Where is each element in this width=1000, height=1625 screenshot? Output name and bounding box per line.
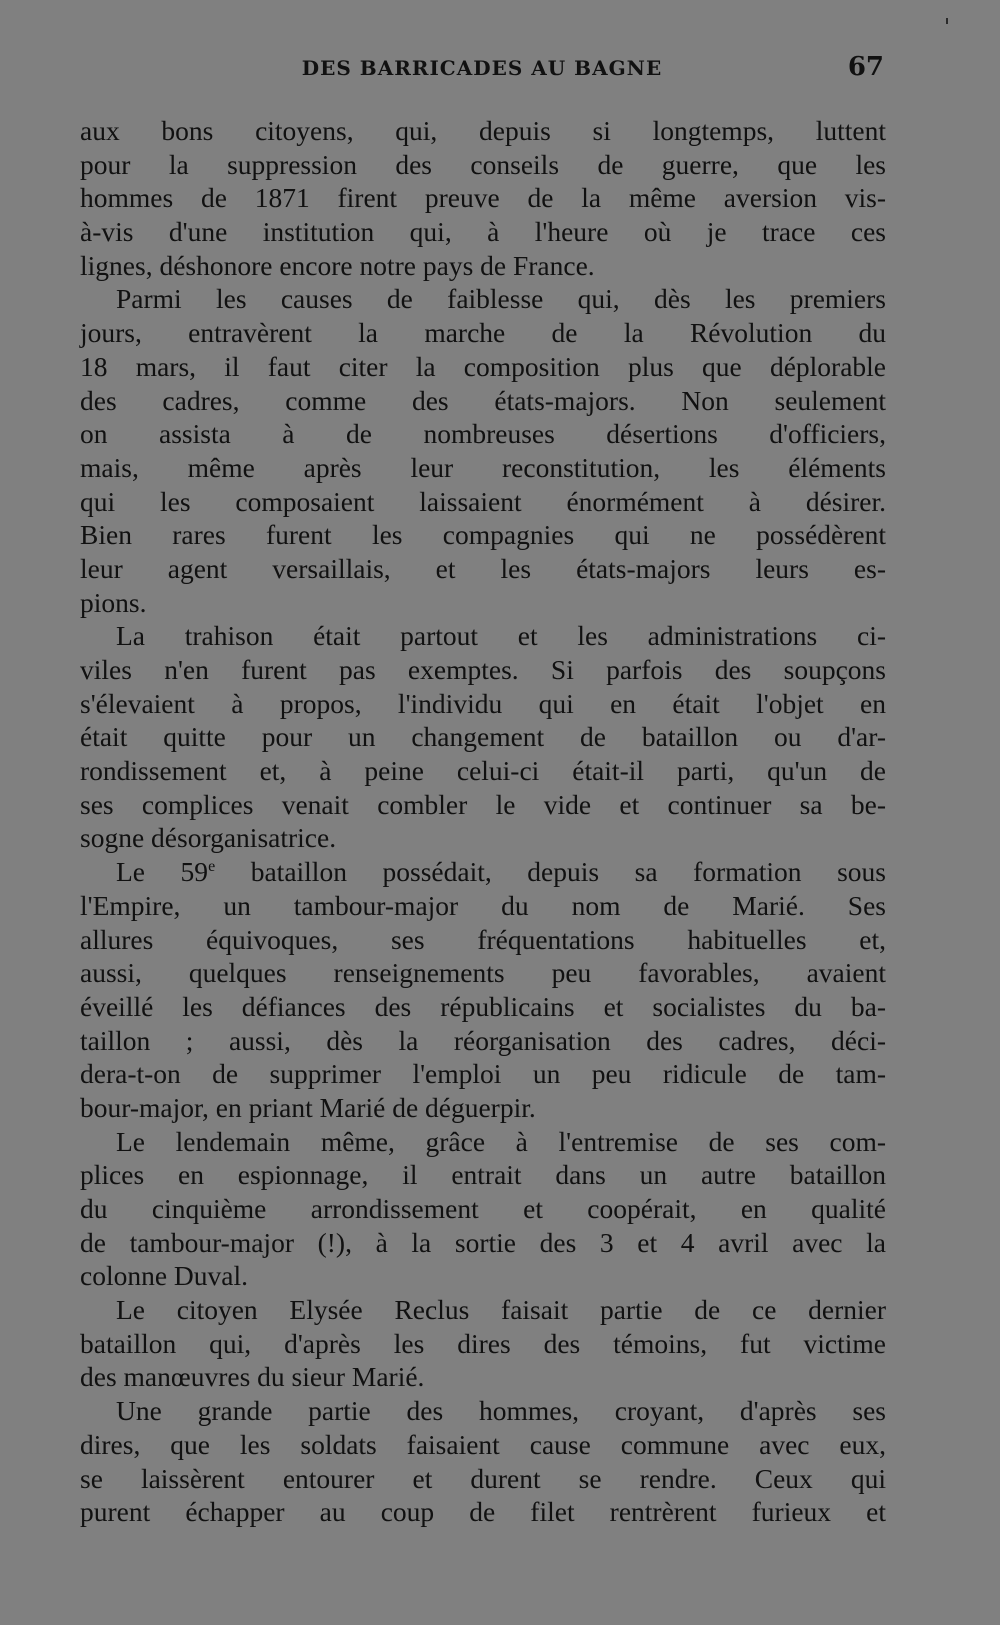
text-line: allures équivoques, ses fréquentations habituelles et,	[80, 923, 886, 955]
text-line: pour la suppression des conseils de guerre, que les	[80, 148, 886, 180]
text-line: leur agent versaillais, et les états-majors leurs es-	[80, 552, 886, 584]
text-line: l'Empire, un tambour-major du nom de Marié. Ses	[80, 889, 886, 921]
page-number: 67	[847, 52, 884, 82]
text-line: aux bons citoyens, qui, depuis si longtemps, luttent	[80, 115, 886, 146]
text-line: rondissement et, à peine celui-ci était-il parti, qu'un de	[80, 755, 886, 787]
ordinal-superscript: e	[208, 857, 216, 875]
text-line: bataillon qui, d'après les dires des témoins, fut victime	[80, 1327, 886, 1359]
text-line: viles n'en furent pas exemptes. Si parfois des soupçons	[80, 654, 886, 685]
text-line: hommes de 1871 firent preuve de la même aversion vis-	[80, 182, 886, 214]
text-line: s'élevaient à propos, l'individu qui en était l'objet en	[80, 687, 886, 719]
text-line: Une grande partie des hommes, croyant, d'après ses	[116, 1395, 886, 1427]
text-line: colonne Duval.	[80, 1260, 249, 1292]
text-line: pions.	[80, 586, 147, 618]
text-line-part: Le 59	[116, 856, 209, 888]
text-line: se laissèrent entourer et durent se rendre. Ceux qui	[80, 1462, 886, 1494]
text-line: Bien rares furent les compagnies qui ne possédèrent	[80, 519, 886, 551]
text-line: sogne désorganisatrice.	[80, 822, 337, 854]
text-line: éveillé les défiances des républicains et socialistes du ba-	[80, 990, 886, 1022]
running-title: DES BARRICADES AU BAGNE	[301, 56, 663, 80]
body-text	[80, 114, 886, 1529]
text-line: on assista à de nombreuses désertions d'officiers,	[80, 418, 886, 450]
text-line: lignes, déshonore encore notre pays de France.	[80, 249, 595, 281]
text-line: des cadres, comme des états-majors. Non seulement	[80, 384, 886, 416]
text-line: dires, que les soldats faisaient cause commune avec eux,	[80, 1428, 886, 1460]
text-line: 18 mars, il faut citer la composition plus que déplorable	[80, 350, 886, 382]
text-line: jours, entravèrent la marche de la Révolution du	[80, 317, 886, 349]
text-line: bour-major, en priant Marié de déguerpir.	[80, 1091, 536, 1123]
text-line: Parmi les causes de faiblesse qui, dès les premiers	[116, 283, 886, 315]
text-line: mais, même après leur reconstitution, les éléments	[80, 451, 886, 483]
text-line: La trahison était partout et les administrations ci-	[116, 620, 886, 652]
text-line: dera-t-on de supprimer l'emploi un peu ridicule de tam-	[80, 1058, 886, 1090]
text-line: ses complices venait combler le vide et continuer sa be-	[80, 788, 886, 820]
text-line: Le citoyen Elysée Reclus faisait partie de ce dernier	[116, 1294, 886, 1326]
text-line: à-vis d'une institution qui, à l'heure où je trace ces	[80, 216, 886, 248]
text-line: des manœuvres du sieur Marié.	[80, 1361, 425, 1393]
text-line: Le lendemain même, grâce à l'entremise de ses com-	[116, 1125, 886, 1157]
text-line-part: bataillon possédait, depuis sa formation sous	[215, 856, 886, 888]
text-line: était quitte pour un changement de bataillon ou d'ar-	[80, 721, 886, 753]
text-line: qui les composaient laissaient énormément à désirer.	[80, 485, 886, 517]
text-line: taillon ; aussi, dès la réorganisation des cadres, déci-	[80, 1024, 886, 1056]
text-line: aussi, quelques renseignements peu favorables, avaient	[80, 957, 886, 989]
scan-speck	[946, 18, 948, 24]
text-line: de tambour-major (!), à la sortie des 3 et 4 avril avec la	[80, 1226, 886, 1258]
text-line: plices en espionnage, il entrait dans un autre bataillon	[80, 1159, 886, 1191]
text-line: purent échapper au coup de filet rentrèrent furieux et	[80, 1496, 886, 1528]
running-head	[80, 52, 884, 88]
text-line	[80, 855, 886, 889]
text-line: du cinquième arrondissement et coopérait, en qualité	[80, 1193, 886, 1224]
